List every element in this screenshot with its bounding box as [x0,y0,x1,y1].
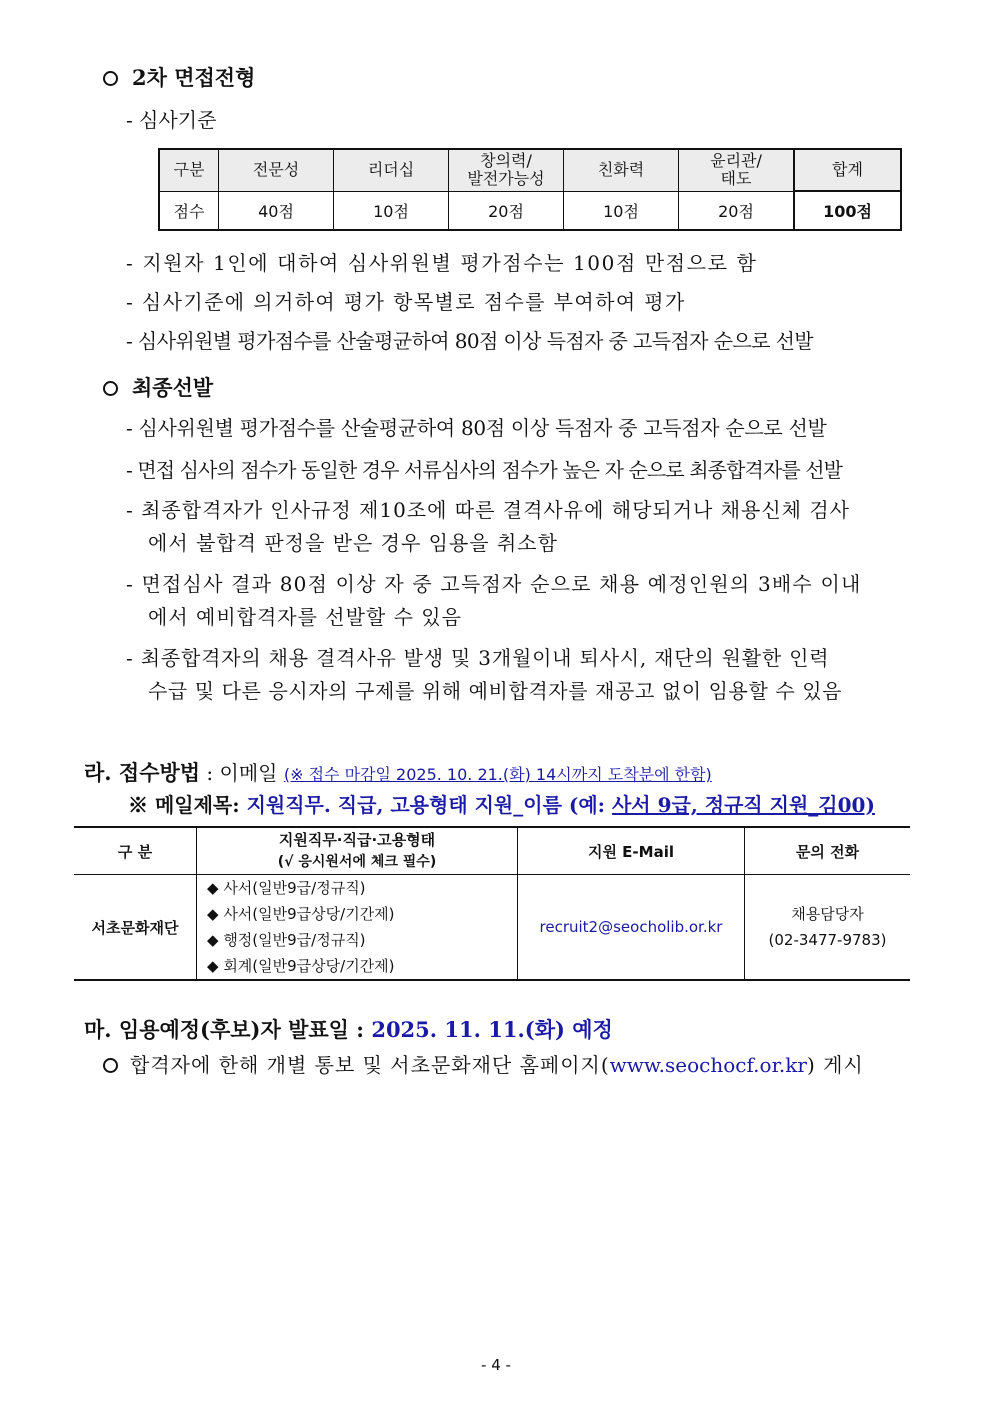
score-value-cell: 점수 [159,191,219,230]
job-label: 행정(일반9급/정규직) [223,931,366,949]
final-item-4-line2: 에서 예비합격자를 선발할 수 있음 [148,605,462,629]
final-item-3-line2: 에서 불합격 판정을 받은 경우 임용을 취소함 [148,531,558,555]
division-header: 구 분 [74,827,197,875]
score-total-cell: 100점 [794,191,901,230]
score-header-text: 구분 [173,160,205,180]
job-list-item [207,953,517,979]
score-value-cell: 10점 [564,191,679,230]
score-table-value-row [159,191,901,230]
apply-method: : 이메일 [200,761,284,785]
final-item-4-line1: - 면접심사 결과 80점 이상 자 중 고득점자 순으로 채용 예정인원의 3배수 이내 [126,572,862,596]
jobs-header-line2: (√ 응시원서에 체크 필수) [277,854,437,870]
final-section-title [103,372,213,402]
criteria-label: - 심사기준 [126,108,217,132]
contact-name: 채용담당자 [791,905,864,923]
job-label: 사서(일반9급/정규직) [223,879,366,897]
score-header-text: 창의력/ [480,151,532,171]
score-criteria-table [158,148,902,231]
score-value-cell: 20점 [449,191,564,230]
jobs-header [197,827,518,875]
score-header-text: 윤리관/ [710,151,762,171]
announce-note [103,1049,864,1078]
announce-date: 2025. 11. 11.(화) 예정 [371,1017,613,1042]
score-header-total-cell [794,149,901,191]
apply-section-title: 라. 접수방법 [84,760,201,785]
score-header-cell [679,149,795,191]
apply-deadline: (※ 접수 마감일 2025. 10. 21.(화) 14시까지 도착분에 한함) [283,765,712,784]
page-number: - 4 - [481,1356,511,1374]
job-list-item [207,927,517,953]
info-table-header-row [74,827,910,875]
diamond-bullet-icon: ◆ [207,905,224,923]
score-header-text: 태도 [720,169,752,189]
mail-subject-example-prefix: (예: [561,793,612,817]
mail-subject-format: 지원직무. 직급, 고용형태 지원_이름 [246,793,562,817]
diamond-bullet-icon: ◆ [207,879,224,897]
final-item-2: - 면접 심사의 점수가 동일한 경우 서류심사의 점수가 높은 자 순으로 최종합격자를 선발 [126,458,843,482]
announce-title: 마. 임용예정(후보)자 발표일 : [84,1017,372,1042]
score-header-cell [219,149,334,191]
final-title-text: 최종선발 [132,375,214,400]
score-value-cell: 40점 [219,191,334,230]
diamond-bullet-icon: ◆ [207,931,224,949]
score-header-cell [334,149,449,191]
score-header-text: 전문성 [252,160,300,180]
job-label: 사서(일반9급상당/기간제) [223,905,395,923]
email-header: 지원 E-Mail [518,827,745,875]
interview-note-3: - 심사위원별 평가점수를 산술평균하여 80점 이상 득점자 중 고득점자 순으로 선발 [126,329,814,353]
apply-method-line [84,757,712,787]
interview-title-text: 2차 면접전형 [132,65,256,90]
job-label: 회계(일반9급상당/기간제) [223,957,395,975]
score-header-cell [449,149,564,191]
circle-bullet-icon [103,381,118,396]
application-info-table [74,826,910,981]
jobs-cell [197,875,518,981]
email-cell[interactable]: recruit2@seocholib.or.kr [518,875,745,981]
organization-cell: 서초문화재단 [74,875,197,981]
announce-note-prefix: 합격자에 한해 개별 통보 및 서초문화재단 홈페이지( [130,1053,610,1077]
interview-section-title [103,62,255,92]
score-header-cell [159,149,219,191]
score-header-text: 발전가능성 [467,169,545,189]
circle-bullet-icon [103,1058,118,1073]
final-item-5-line1: - 최종합격자의 채용 결격사유 발생 및 3개월이내 퇴사시, 재단의 원활한 인력 [126,646,830,670]
job-list-item [207,901,517,927]
score-table-header-row [159,149,901,191]
score-header-text: 리더십 [367,160,415,180]
mail-subject-label: ※ 메일제목: [128,793,247,817]
jobs-header-line1: 지원직무·직급·고용형태 [278,831,436,849]
final-item-5-line2: 수급 및 다른 응시자의 구제를 위해 예비합격자를 재공고 없이 임용할 수 있음 [148,679,843,703]
job-list-item [207,875,517,901]
contact-cell [745,875,911,981]
contact-phone: (02-3477-9783) [768,931,887,949]
score-value-cell: 20점 [679,191,795,230]
mail-subject-example: 사서 9급, 정규직 지원_김00) [611,793,875,817]
score-value-cell: 10점 [334,191,449,230]
circle-bullet-icon [103,71,118,86]
homepage-link[interactable]: www.seochocf.or.kr [609,1053,807,1077]
announce-line [84,1014,613,1044]
info-table-body-row [74,875,910,981]
interview-note-1: - 지원자 1인에 대하여 심사위원별 평가점수는 100점 만점으로 함 [126,251,758,275]
diamond-bullet-icon: ◆ [207,957,224,975]
announce-note-suffix: ) 게시 [806,1053,864,1077]
score-header-text: 친화력 [597,160,645,180]
score-header-cell [564,149,679,191]
final-item-3-line1: - 최종합격자가 인사규정 제10조에 따른 결격사유에 해당되거나 채용신체 검사 [126,498,850,522]
interview-note-2: - 심사기준에 의거하여 평가 항목별로 점수를 부여하여 평가 [126,290,686,314]
score-header-text: 합계 [832,160,863,179]
mail-subject-line [128,789,875,818]
phone-header: 문의 전화 [745,827,911,875]
final-item-1: - 심사위원별 평가점수를 산술평균하여 80점 이상 득점자 중 고득점자 순으로 선발 [126,416,827,440]
